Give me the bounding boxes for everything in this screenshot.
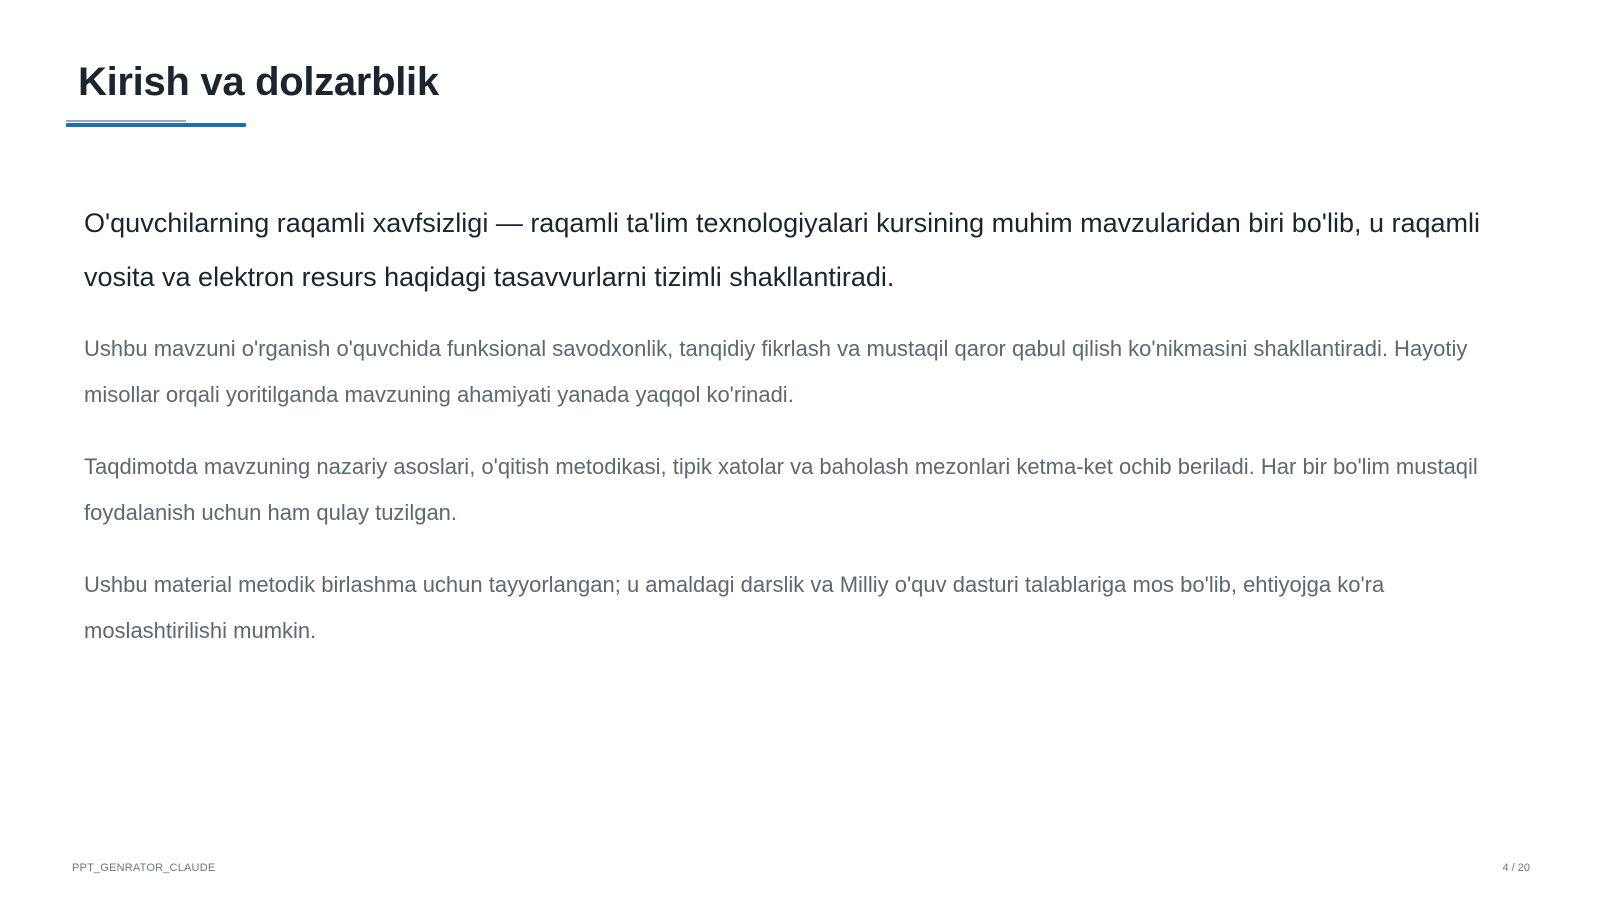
lead-paragraph: O'quvchilarning raqamli xavfsizligi — raqamli ta'lim texnologiyalari kursining muhim mavzularidan biri bo'lib, u raqamli vosita va elektron resurs haqidagi tasavvurlarni tizimli shakllantiradi.	[84, 208, 1481, 292]
title-underline-accent	[66, 120, 186, 122]
footer-brand: PPT_GENRATOR_CLAUDE	[72, 862, 216, 874]
title-underline	[66, 123, 246, 127]
body-paragraph-3: Ushbu material metodik birlashma uchun tayyorlangan; u amaldagi darslik va Milliy o'quv dasturi talablariga mos bo'lib, ehtiyojga ko'ra moslashtirilishi mumkin.	[84, 572, 1385, 643]
page-indicator: 4 / 20	[1502, 862, 1530, 874]
body-paragraph-2: Taqdimotda mavzuning nazariy asoslari, o'qitish metodikasi, tipik xatolar va baholash mezonlari ketma-ket ochib beriladi. Har bir bo'lim mustaqil foydalanish uchun ham qulay tuzilgan.	[84, 454, 1478, 525]
body-paragraph-1: Ushbu mavzuni o'rganish o'quvchida funksional savodxonlik, tanqidiy fikrlash va mustaqil qaror qabul qilish ko'nikmasini shakllantiradi. Hayotiy misollar orqali yoritilganda mavzuning ahamiyati yanada yaqqol ko'rinadi.	[84, 336, 1468, 407]
slide-title: Kirish va dolzarblik	[78, 60, 439, 104]
slide-content	[84, 196, 1524, 680]
